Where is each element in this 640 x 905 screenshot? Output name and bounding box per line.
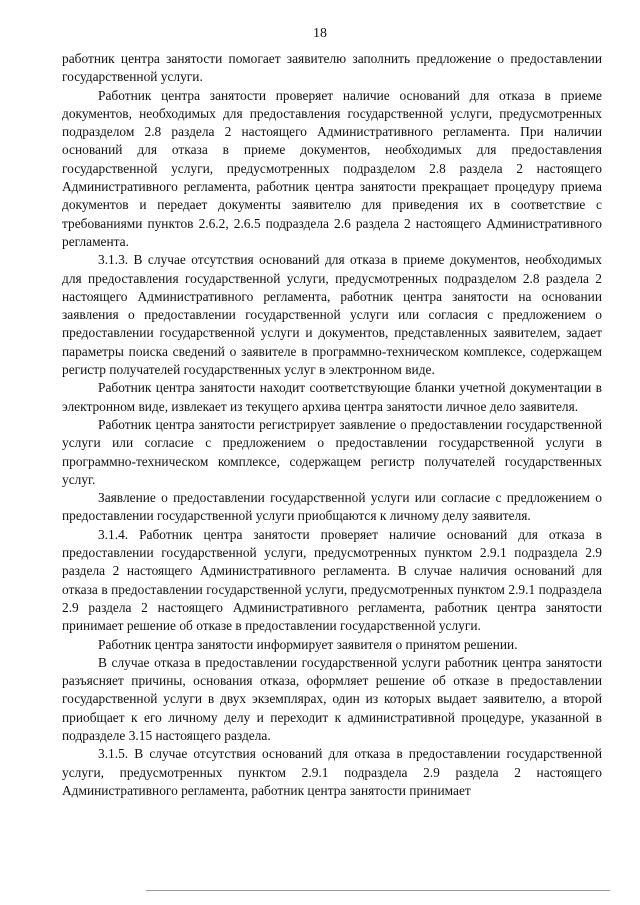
paragraph-refusal: В случае отказа в предоставлении государственной услуги работник центра занятости разъясняет причины, основания отказа, оформляет решение об отказе в предоставлении государственной услуги в двух экземплярах, один из которых выдает заявителю, а второй приобщает к его личному делу и переходит к административной процедуре, указанной в подразделе 3.15 настоящего раздела. — [62, 654, 602, 743]
bottom-rule — [146, 890, 610, 891]
paragraph-3-1-3: 3.1.3. В случае отсутствия оснований для отказа в приеме документов, необходимых для предоставления государственной услуги, предусмотренных подразделом 2.8 раздела 2 настоящего Административного регламента, работник центра занятости на основании заявления о предоставлении государственной услуги или согласия с предложением о предоставлении государственной услуги и документов, представленных заявителем, задает параметры поиска сведений о заявителе в программно-техническом комплексе, содержащем регистр получателей государственных услуг в электронном виде. — [62, 252, 602, 378]
paragraph-personal-file: Заявление о предоставлении государственной услуги или согласие с предложением о предоставлении государственной услуги приобщаются к личному делу заявителя. — [62, 490, 602, 524]
paragraph-inform: Работник центра занятости информирует заявителя о принятом решении. — [98, 636, 518, 652]
paragraph-document-check: Работник центра занятости проверяет наличие оснований для отказа в приеме документов, необходимых для предоставления государственной услуги, предусмотренных подразделом 2.8 раздела 2 настоящего Административного регламента. При наличии оснований для отказа в приеме документов, необходимых для предоставления государственной услуги, предусмотренных подразделом 2.8 раздела 2 настоящего Административного регламента, работник центра занятости прекращает процедуру приема документов и передает документы заявителю для приведения их в соответствие с требованиями пунктов 2.6.2, 2.6.5 подраздела 2.6 раздела 2 настоящего Административного регламента. — [62, 87, 602, 249]
page-number: 18 — [313, 26, 327, 41]
page-body — [62, 50, 602, 800]
paragraph-3-1-5: 3.1.5. В случае отсутствия оснований для отказа в предоставлении государственной услуги, предусмотренных пунктом 2.9.1 подраздела 2.9 раздела 2 настоящего Административного регламента, работник центра занятости принимает — [62, 746, 602, 798]
paragraph-forms: Работник центра занятости находит соответствующие бланки учетной документации в электронном виде, извлекает из текущего архива центра занятости личное дело заявителя. — [62, 380, 602, 414]
paragraph-continuation: работник центра занятости помогает заявителю заполнить предложение о предоставлении государственной услуги. — [62, 51, 602, 85]
paragraph-registration: Работник центра занятости регистрирует заявление о предоставлении государственной услуги или согласие с предложением о предоставлении государственной услуги в программно-техническом комплексе, содержащем регистр получателей государственных услуг. — [62, 416, 602, 487]
paragraph-3-1-4: 3.1.4. Работник центра занятости проверяет наличие оснований для отказа в предоставлении государственной услуги, предусмотренных пунктом 2.9.1 подраздела 2.9 раздела 2 настоящего Административного регламента. В случае наличия оснований для отказа в предоставлении государственной услуги, предусмотренных пунктом 2.9.1 подраздела 2.9 раздела 2 настоящего Административного регламента, работник центра занятости принимает решение об отказе в предоставлении государственной услуги. — [62, 526, 602, 634]
